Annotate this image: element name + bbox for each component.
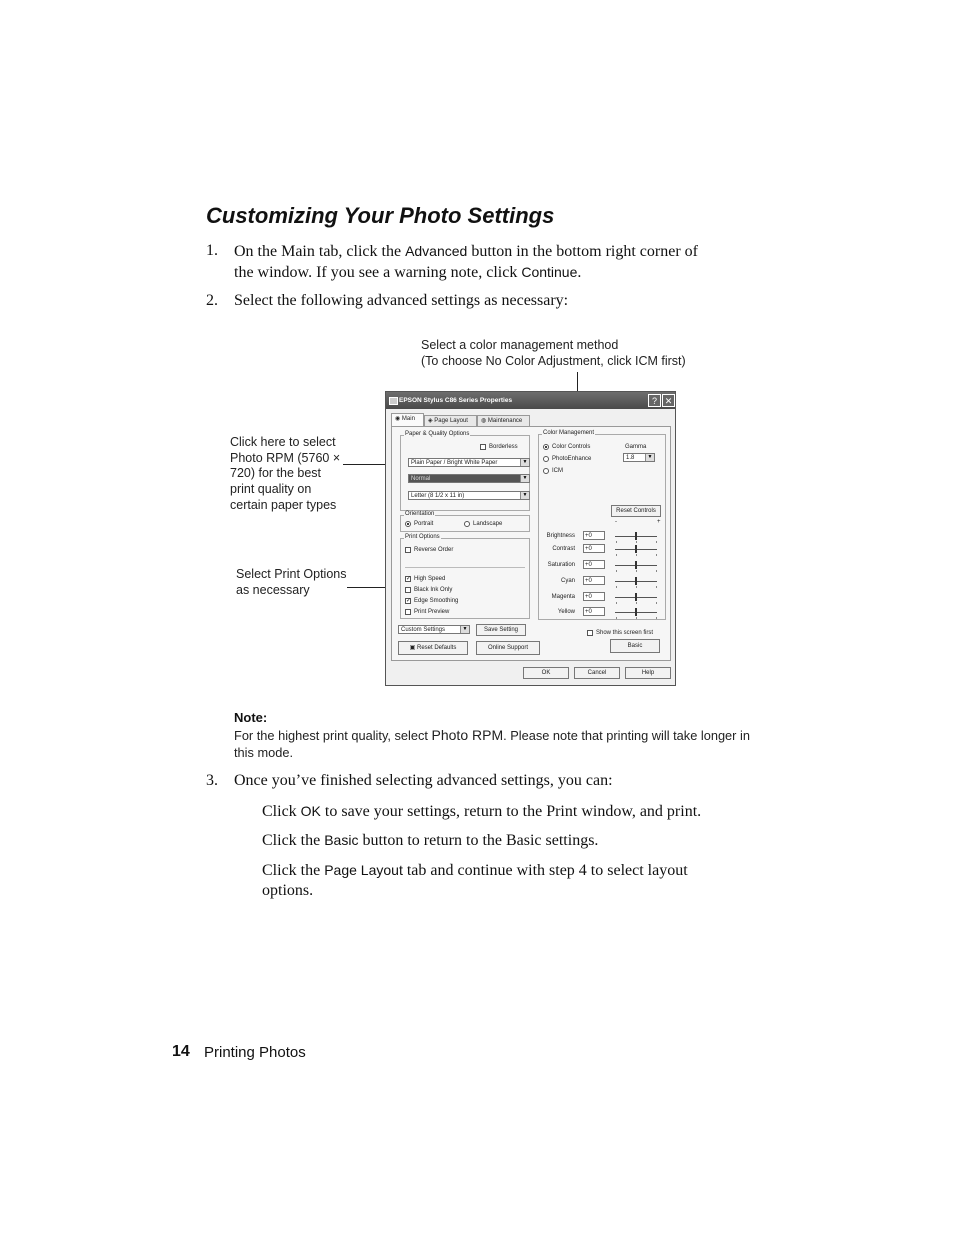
slider-label: Contrast <box>552 546 575 552</box>
gamma-select[interactable] <box>623 453 655 462</box>
portrait-radio[interactable] <box>405 521 411 527</box>
color-management-callout <box>421 338 686 369</box>
slider-value-input[interactable]: +0 <box>583 592 605 601</box>
slider-tick <box>656 541 657 543</box>
sub-step-basic <box>262 830 752 851</box>
sub-text: Click the <box>262 862 325 879</box>
quality-select[interactable] <box>408 474 530 483</box>
group-label: Color Management <box>543 430 595 436</box>
slider-row <box>539 544 667 556</box>
step-number: 1. <box>206 242 218 259</box>
slider-tick <box>616 554 617 556</box>
print-preview-label: Print Preview <box>414 609 450 615</box>
slider-value-input[interactable]: +0 <box>583 531 605 540</box>
slider-tick <box>656 617 657 619</box>
slider-tick <box>616 541 617 543</box>
reverse-order-checkbox[interactable] <box>405 547 411 553</box>
dialog-titlebar <box>386 392 675 409</box>
minus-label: - <box>615 519 617 525</box>
photo-rpm-ref: Photo RPM <box>431 727 504 743</box>
main-tab-panel <box>391 426 671 661</box>
reset-controls-button[interactable]: Reset Controls <box>611 505 661 517</box>
group-label: Orientation <box>405 511 435 517</box>
paper-size-select[interactable] <box>408 491 530 500</box>
photoenhance-label: PhotoEnhance <box>552 456 592 462</box>
step-text: . <box>577 264 582 281</box>
slider-tick <box>636 586 637 588</box>
black-ink-label: Black Ink Only <box>414 587 453 593</box>
reset-defaults-button[interactable] <box>398 641 468 655</box>
callout-line: print quality on <box>230 482 312 497</box>
show-first-label: Show this screen first <box>596 630 654 636</box>
group-label: Paper & Quality Options <box>405 431 470 437</box>
borderless-checkbox[interactable] <box>480 444 486 450</box>
slider-handle[interactable] <box>635 561 637 569</box>
chevron-down-icon: ▼ <box>520 459 529 466</box>
show-first-checkbox[interactable] <box>587 630 593 636</box>
icm-label: ICM <box>552 468 563 474</box>
color-controls-radio[interactable] <box>543 444 549 450</box>
page-title: Customizing Your Photo Settings <box>206 203 555 228</box>
printer-properties-dialog <box>385 391 676 686</box>
callout-line: Select a color management method <box>421 338 619 352</box>
slider-row <box>539 560 667 572</box>
callout-line: as necessary <box>236 582 310 597</box>
slider-tick <box>636 541 637 543</box>
sub-step-page-layout <box>262 860 752 901</box>
sub-text: tab and continue with step 4 to select layout <box>402 862 688 879</box>
slider-tick <box>656 602 657 604</box>
button-label: Reset Defaults <box>416 645 457 651</box>
slider-label: Saturation <box>547 562 575 568</box>
slider-value-input[interactable]: +0 <box>583 560 605 569</box>
select-value: Plain Paper / Bright White Paper <box>411 460 498 466</box>
black-ink-checkbox[interactable] <box>405 587 411 593</box>
slider-handle[interactable] <box>635 593 637 601</box>
high-speed-label: High Speed <box>414 576 446 582</box>
chevron-down-icon: ▼ <box>645 454 654 461</box>
sub-text: Click <box>262 803 301 820</box>
sub-text: Click the <box>262 832 325 849</box>
slider-handle[interactable] <box>635 577 637 585</box>
orientation-group <box>400 511 530 532</box>
chevron-down-icon: ▼ <box>460 626 469 633</box>
slider-value-input[interactable]: +0 <box>583 607 605 616</box>
tab-label: Maintenance <box>487 418 523 424</box>
tab-label: Main <box>401 416 415 422</box>
save-setting-button[interactable]: Save Setting <box>476 624 526 636</box>
sub-text: options. <box>262 882 314 899</box>
slider-tick <box>616 602 617 604</box>
divider <box>405 567 525 568</box>
landscape-radio[interactable] <box>464 521 470 527</box>
landscape-label: Landscape <box>473 521 503 527</box>
slider-label: Magenta <box>551 594 575 600</box>
callout-line: Click here to select <box>230 435 336 449</box>
slider-tick <box>636 554 637 556</box>
page-layout-tab-ref: Page Layout <box>324 862 403 878</box>
section-name: Printing Photos <box>204 1044 306 1061</box>
plus-label: + <box>657 519 661 525</box>
callout-line: Photo RPM (5760 × <box>230 450 341 465</box>
help-title-button[interactable]: ? <box>648 394 661 407</box>
color-management-group <box>538 430 666 636</box>
select-value: Custom Settings <box>401 627 446 633</box>
tab-main[interactable] <box>391 413 424 427</box>
paper-type-select[interactable] <box>408 458 530 467</box>
note-body <box>234 727 754 761</box>
reverse-order-label: Reverse Order <box>414 547 454 553</box>
slider-tick <box>636 617 637 619</box>
step-number: 2. <box>206 292 218 309</box>
slider-tick <box>636 602 637 604</box>
slider-label: Yellow <box>557 609 575 615</box>
edge-smoothing-checkbox[interactable]: ✓ <box>406 598 412 604</box>
slider-tick <box>656 554 657 556</box>
edge-smoothing-label: Edge Smoothing <box>414 598 459 604</box>
step-number: 3. <box>206 772 218 789</box>
custom-settings-select[interactable] <box>398 625 470 634</box>
note-text: For the highest print quality, select <box>234 728 432 743</box>
basic-button-ref: Basic <box>324 832 359 848</box>
select-value: Letter (8 1/2 x 11 in) <box>411 493 465 499</box>
slider-tick <box>616 586 617 588</box>
print-options-group <box>400 534 530 619</box>
callout-line: 720) for the best <box>230 466 322 481</box>
slider-tick <box>656 570 657 572</box>
basic-button[interactable]: Basic <box>610 639 660 653</box>
ok-button[interactable]: OK <box>523 667 569 679</box>
slider-row <box>539 592 667 604</box>
sub-text: to save your settings, return to the Print window, and print. <box>320 803 702 820</box>
slider-handle[interactable] <box>635 545 637 553</box>
slider-row <box>539 531 667 543</box>
slider-row <box>539 607 667 619</box>
step-text: Once you’ve finished selecting advanced settings, you can: <box>234 772 613 789</box>
printer-icon <box>389 397 398 405</box>
chevron-down-icon: ▼ <box>520 475 529 482</box>
paper-quality-group <box>400 431 530 511</box>
high-speed-checkbox[interactable]: ✓ <box>406 576 412 582</box>
group-label: Print Options <box>405 534 440 540</box>
page-number: 14 <box>172 1043 190 1060</box>
color-controls-label: Color Controls <box>552 444 591 450</box>
cancel-button[interactable]: Cancel <box>574 667 620 679</box>
callout-line: certain paper types <box>230 497 337 512</box>
close-button[interactable]: ✕ <box>662 394 675 407</box>
step-text: On the Main tab, click the <box>234 243 406 260</box>
help-button[interactable]: Help <box>625 667 671 679</box>
photo-rpm-callout <box>230 435 340 514</box>
note-heading: Note: <box>234 710 268 725</box>
slider-tick <box>616 570 617 572</box>
portrait-label: Portrait <box>414 521 434 527</box>
step-text: Select the following advanced settings as necessary: <box>234 292 569 309</box>
layout-icon: ◈ <box>428 418 435 424</box>
tab-label: Page Layout <box>434 418 468 424</box>
print-preview-checkbox[interactable] <box>405 609 411 615</box>
chevron-down-icon: ▼ <box>520 492 529 499</box>
select-value: 1.8 <box>626 455 635 461</box>
print-options-callout <box>236 567 346 598</box>
note-text: . Please note that printing will take longer in this mode. <box>234 728 750 760</box>
slider-label: Cyan <box>560 578 575 584</box>
slider-value-input[interactable]: +0 <box>583 576 605 585</box>
printer-icon: ◉ <box>395 416 402 422</box>
slider-label: Brightness <box>546 533 575 539</box>
reset-icon: ▣ <box>409 645 417 651</box>
sub-text: button to return to the Basic settings. <box>358 832 599 849</box>
callout-line: (To choose No Color Adjustment, click ICM first) <box>421 353 686 368</box>
slider-tick <box>616 617 617 619</box>
advanced-button-ref: Advanced <box>405 243 468 259</box>
slider-tick <box>636 570 637 572</box>
wrench-icon: ◍ <box>481 418 488 424</box>
callout-line: Select Print Options <box>236 567 347 581</box>
select-value: Normal <box>411 476 431 482</box>
slider-row <box>539 576 667 588</box>
dialog-title: EPSON Stylus C86 Series Properties <box>399 397 513 404</box>
continue-button-ref: Continue <box>521 264 578 280</box>
ok-button-ref: OK <box>300 803 321 819</box>
gamma-label: Gamma <box>625 444 647 450</box>
slider-handle[interactable] <box>635 532 637 540</box>
slider-handle[interactable] <box>635 608 637 616</box>
sub-step-ok <box>262 801 752 822</box>
photoenhance-radio[interactable] <box>543 456 549 462</box>
icm-radio[interactable] <box>543 468 549 474</box>
slider-value-input[interactable]: +0 <box>583 544 605 553</box>
step-text: button in the bottom right corner of <box>467 243 698 260</box>
step-text: the window. If you see a warning note, click <box>234 264 522 281</box>
slider-tick <box>656 586 657 588</box>
online-support-button[interactable]: Online Support <box>476 641 540 655</box>
borderless-label: Borderless <box>489 444 518 450</box>
